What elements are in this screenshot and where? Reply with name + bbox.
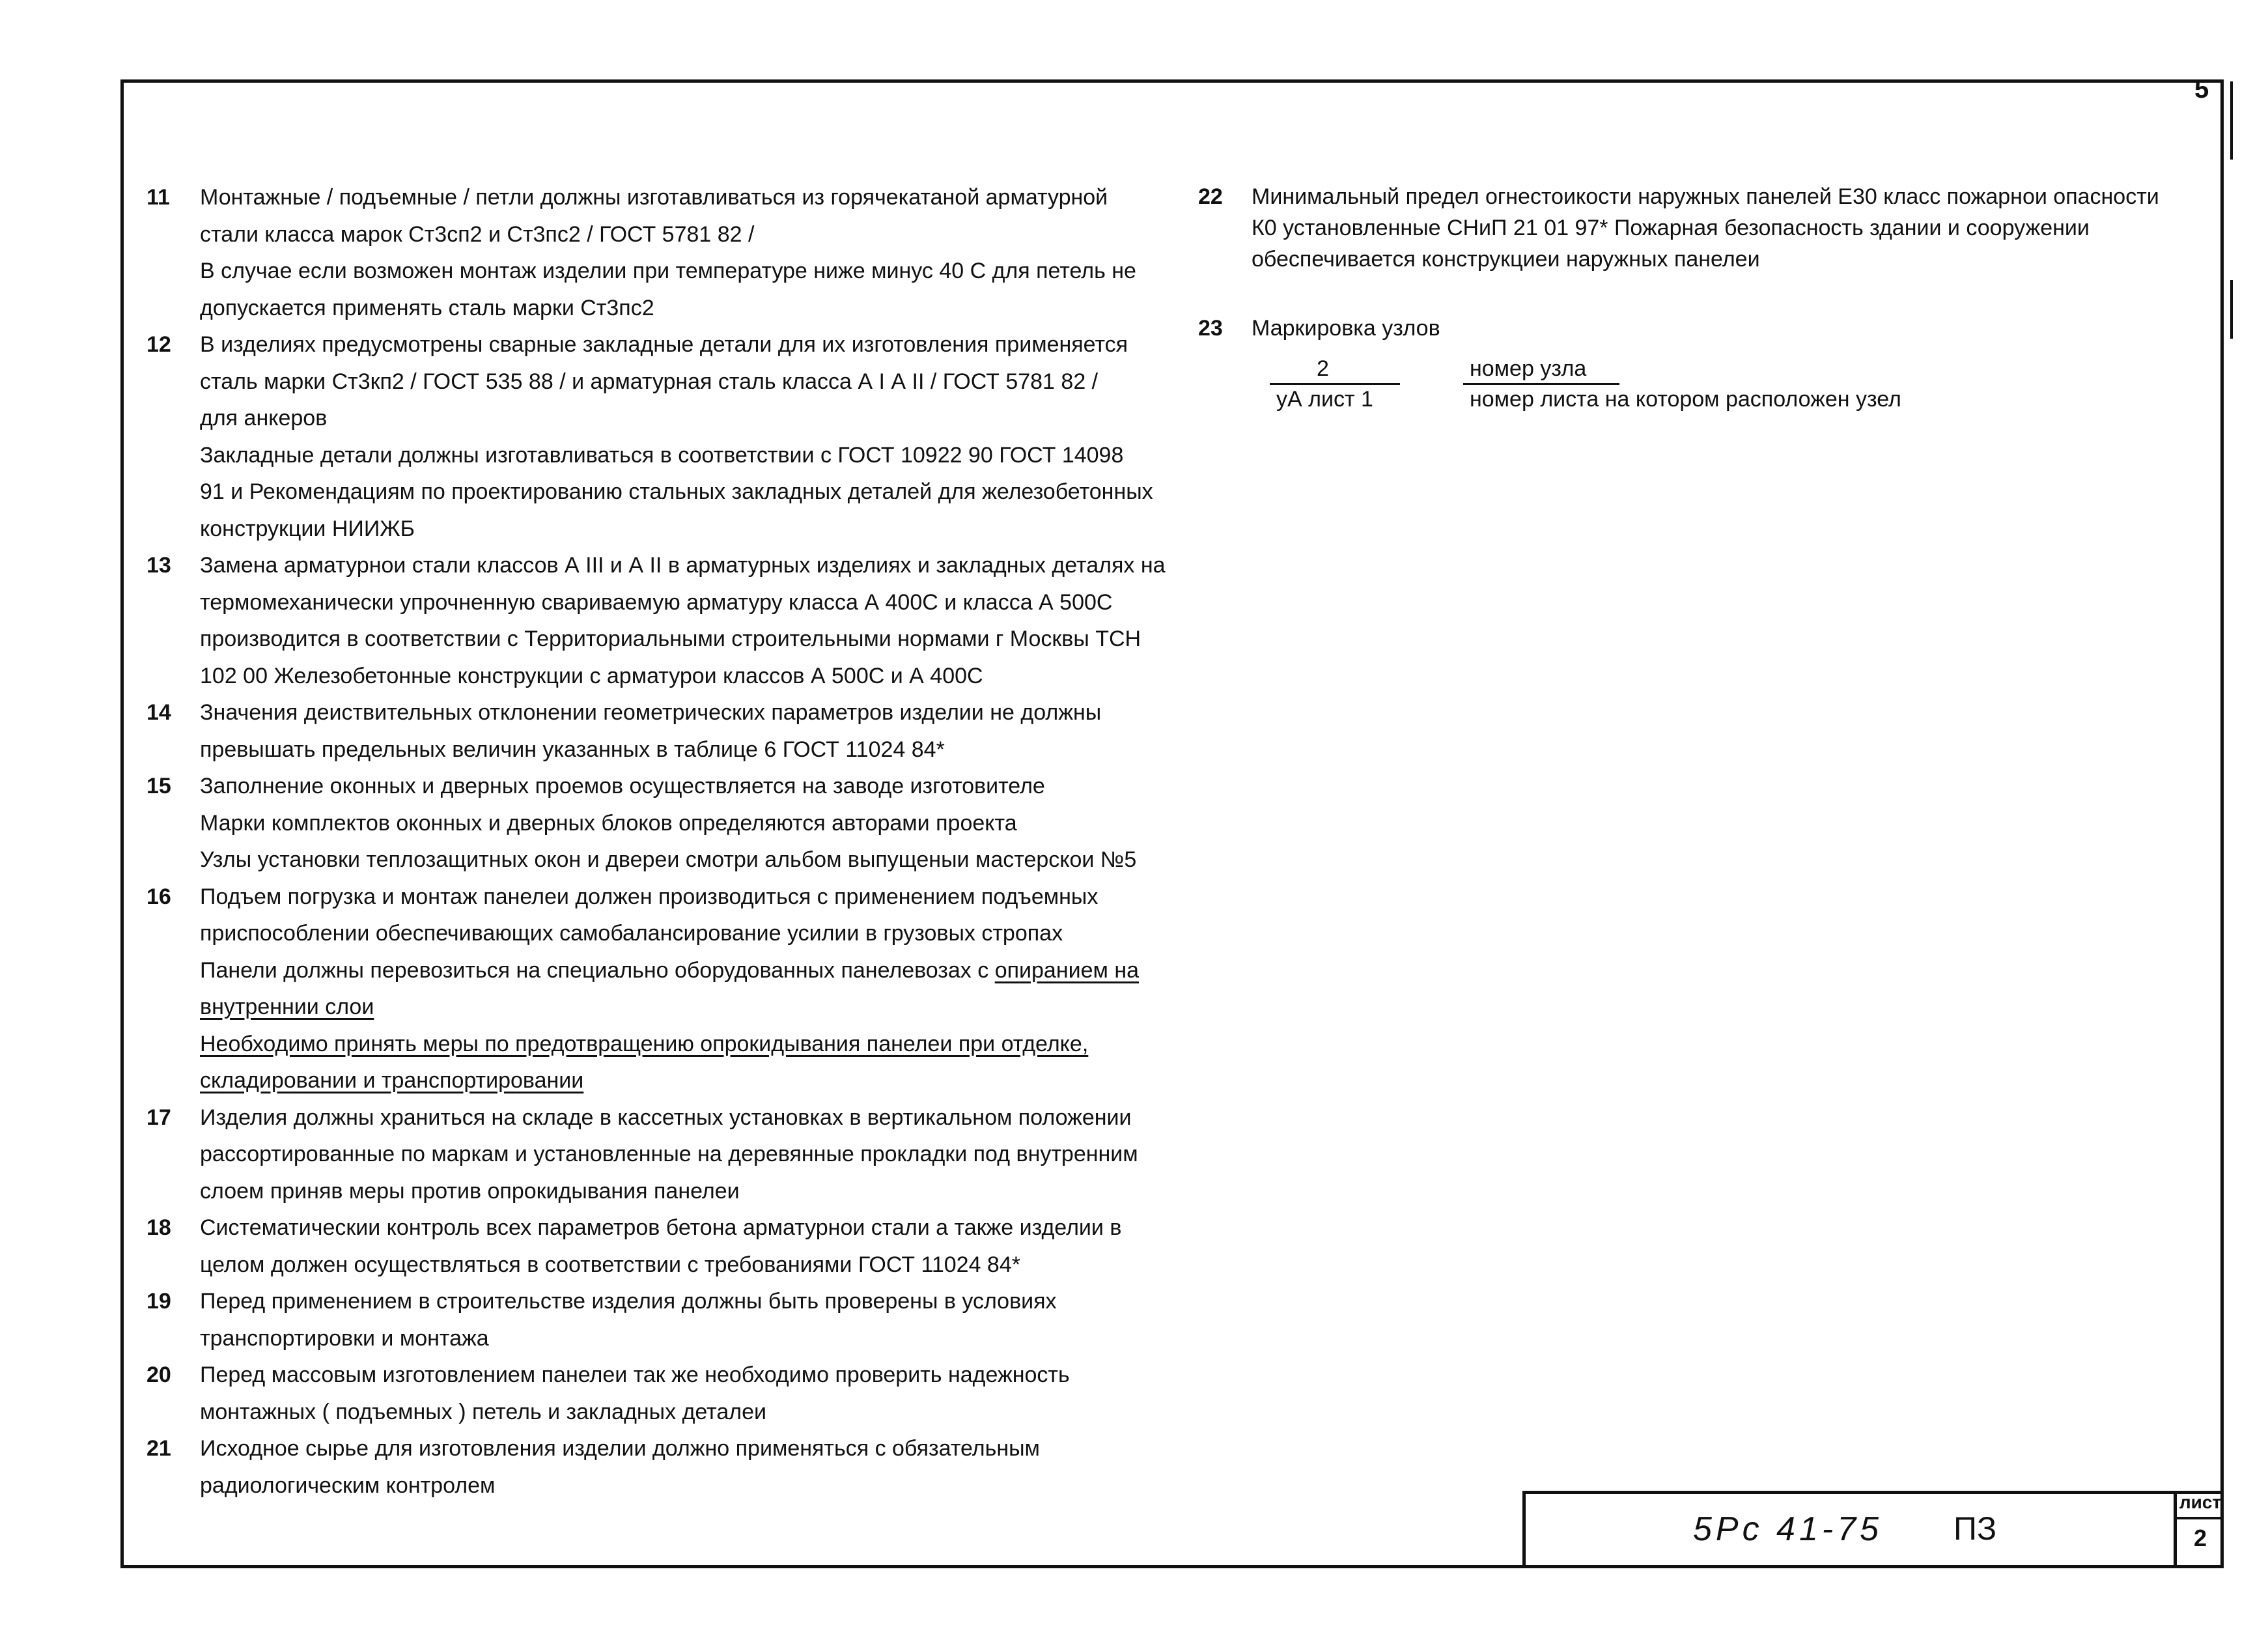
note-line: рассортированные по маркам и установленные на деревянные прокладки под внутренним [200, 1142, 1138, 1166]
note-line: Значения деиствительных отклонении геометрических параметров изделии не должны [200, 700, 1102, 725]
legend-sheet-label: номер листа на котором расположен узел [1470, 387, 1901, 412]
note-line: транспортировки и монтажа [200, 1325, 489, 1351]
sheet-number: 2 [2193, 1525, 2207, 1551]
marking-node-number: 2 [1317, 356, 1329, 381]
note-item-14 [140, 694, 1208, 768]
note-line: Узлы установки теплозащитных окон и двереи смотри альбом выпущеныи мастерскои №5 [200, 847, 1137, 872]
underlined-text: опиранием на [994, 957, 1140, 983]
underlined-note-line: внутреннии слои [200, 994, 374, 1019]
note-line: слоем приняв меры против опрокидывания панелеи [200, 1178, 740, 1204]
note-line: обеспечивается конструкциеи наружных панелеи [1252, 247, 1760, 272]
note-item-15 [140, 768, 1208, 879]
note-line: Перед применением в строительстве изделия должны быть проверены в условиях [200, 1289, 1057, 1314]
note-line: Марки комплектов оконных и дверных блоков определяются авторами проекта [200, 810, 1017, 836]
note-line: 91 и Рекомендациям по проектированию стальных закладных деталей для железобетонных [200, 479, 1153, 504]
note-number: 18 [147, 1215, 171, 1240]
note-number: 11 [147, 185, 170, 210]
note-number: 15 [147, 774, 171, 798]
note-number: 19 [147, 1289, 171, 1314]
document-code: 5Рс 41-75 [1693, 1510, 1883, 1548]
sheet-number-box [2174, 1491, 2224, 1568]
note-line: В случае если возможен монтаж изделии при температуре ниже минус 40 С для петель не [200, 259, 1136, 283]
note-item-18 [140, 1209, 1208, 1283]
note-line: К0 установленные СНиП 21 01 97* Пожарная безопасность здании и сооружении [1252, 216, 2090, 240]
spacer [1192, 275, 2207, 313]
note-line: радиологическим контролем [200, 1473, 496, 1498]
note-line: термомеханически упрочненную свариваемую арматуру класса А 400С и класса А 500С [200, 589, 1113, 615]
note-line: Подъем погрузка и монтаж панелеи должен производиться с применением подъемных [200, 884, 1099, 909]
note-number: 23 [1198, 316, 1223, 341]
note-line-text: Панели должны перевозиться на специально оборудованных панелевозах с [200, 957, 995, 983]
sheet-label: лист [2179, 1492, 2222, 1512]
note-line: Закладные детали должны изготавливаться в соответствии с ГОСТ 10922 90 ГОСТ 14098 [200, 442, 1124, 468]
note-item-20 [140, 1357, 1208, 1430]
note-line: Минимальный предел огнестоикости наружных панелей Е30 класс пожарнои опасности [1252, 184, 2159, 209]
note-line [200, 952, 1208, 989]
note-line: приспособлении обеспечивающих самобалансирование усилии в грузовых стропах [200, 921, 1063, 946]
sheet-box-divider [2177, 1517, 2224, 1519]
note-item-11 [140, 179, 1208, 326]
note-item-19 [140, 1283, 1208, 1357]
note-line: монтажных ( подъемных ) петель и закладных деталеи [200, 1399, 767, 1424]
note-line: Систематическии контроль всех параметров бетона арматурнои стали а также изделии в [200, 1215, 1122, 1240]
note-line: производится в соответствии с Территориальными строительными нормами г Москвы ТСН [200, 627, 1141, 651]
note-item-17 [140, 1099, 1208, 1210]
legend-node-label: номер узла [1470, 356, 1587, 381]
note-line: Исходное сырье для изготовления изделии должно применяться с обязательным [200, 1436, 1040, 1461]
note-line: превышать предельных величин указанных в таблице 6 ГОСТ 11024 84* [200, 737, 945, 762]
note-line: Монтажные / подъемные / петли должны изготавливаться из горячекатаной арматурной [200, 185, 1108, 210]
underlined-note-line: Необходимо принять меры по предотвращению опрокидывания панелеи при отделке, [200, 1031, 1089, 1056]
page-number: 5 [2194, 75, 2209, 104]
note-number: 14 [147, 700, 171, 725]
note-line: стали класса марок Ст3сп2 и Ст3пс2 / ГОСТ 5781 82 / [200, 221, 755, 247]
note-item-21 [140, 1430, 1208, 1504]
document-type: ПЗ [1953, 1510, 1997, 1547]
note-line: Замена арматурнои стали классов А III и А II в арматурных изделиях и закладных деталях на [200, 553, 1166, 578]
note-item-23 [1192, 313, 2207, 344]
note-line: 102 00 Железобетонные конструкции с арматурои классов А 500С и А 400С [200, 663, 983, 688]
notes-left-column [140, 179, 1208, 1504]
note-line: сталь марки Ст3кп2 / ГОСТ 535 88 / и арматурная сталь класса А I А II / ГОСТ 5781 82 / [200, 369, 1099, 394]
note-line: Перед массовым изготовлением панелеи так же необходимо проверить надежность [200, 1362, 1070, 1387]
note-item-12 [140, 326, 1208, 547]
note-item-16 [140, 879, 1208, 1099]
note-line: В изделиях предусмотрены сварные закладные детали для их изготовления применяется [200, 332, 1128, 357]
note-item-13 [140, 547, 1208, 694]
note-line: Маркировка узлов [1252, 316, 1440, 341]
note-number: 16 [147, 884, 171, 909]
underlined-note-line: складировании и транспортировании [200, 1068, 584, 1093]
note-line: конструкции НИИЖБ [200, 516, 415, 541]
margin-tick [2230, 280, 2233, 339]
note-number: 17 [147, 1105, 171, 1130]
note-number: 20 [147, 1362, 171, 1387]
note-number: 22 [1198, 184, 1223, 209]
note-line: Изделия должны храниться на складе в кассетных установках в вертикальном положении [200, 1105, 1132, 1130]
note-number: 12 [147, 332, 171, 357]
note-item-22 [1192, 181, 2207, 275]
note-line: допускается применять сталь марки Ст3пс2 [200, 295, 654, 320]
marking-sheet-ref: уА лист 1 [1276, 387, 1373, 412]
note-line: Заполнение оконных и дверных проемов осуществляется на заводе изготовителе [200, 774, 1045, 798]
marking-legend [1252, 353, 2207, 418]
note-line: для анкеров [200, 406, 328, 430]
notes-right-column [1192, 181, 2207, 418]
note-line: целом должен осуществляться в соответствии с требованиями ГОСТ 11024 84* [200, 1252, 1020, 1277]
note-number: 13 [147, 553, 171, 578]
margin-tick [2230, 81, 2233, 160]
note-number: 21 [147, 1436, 171, 1461]
